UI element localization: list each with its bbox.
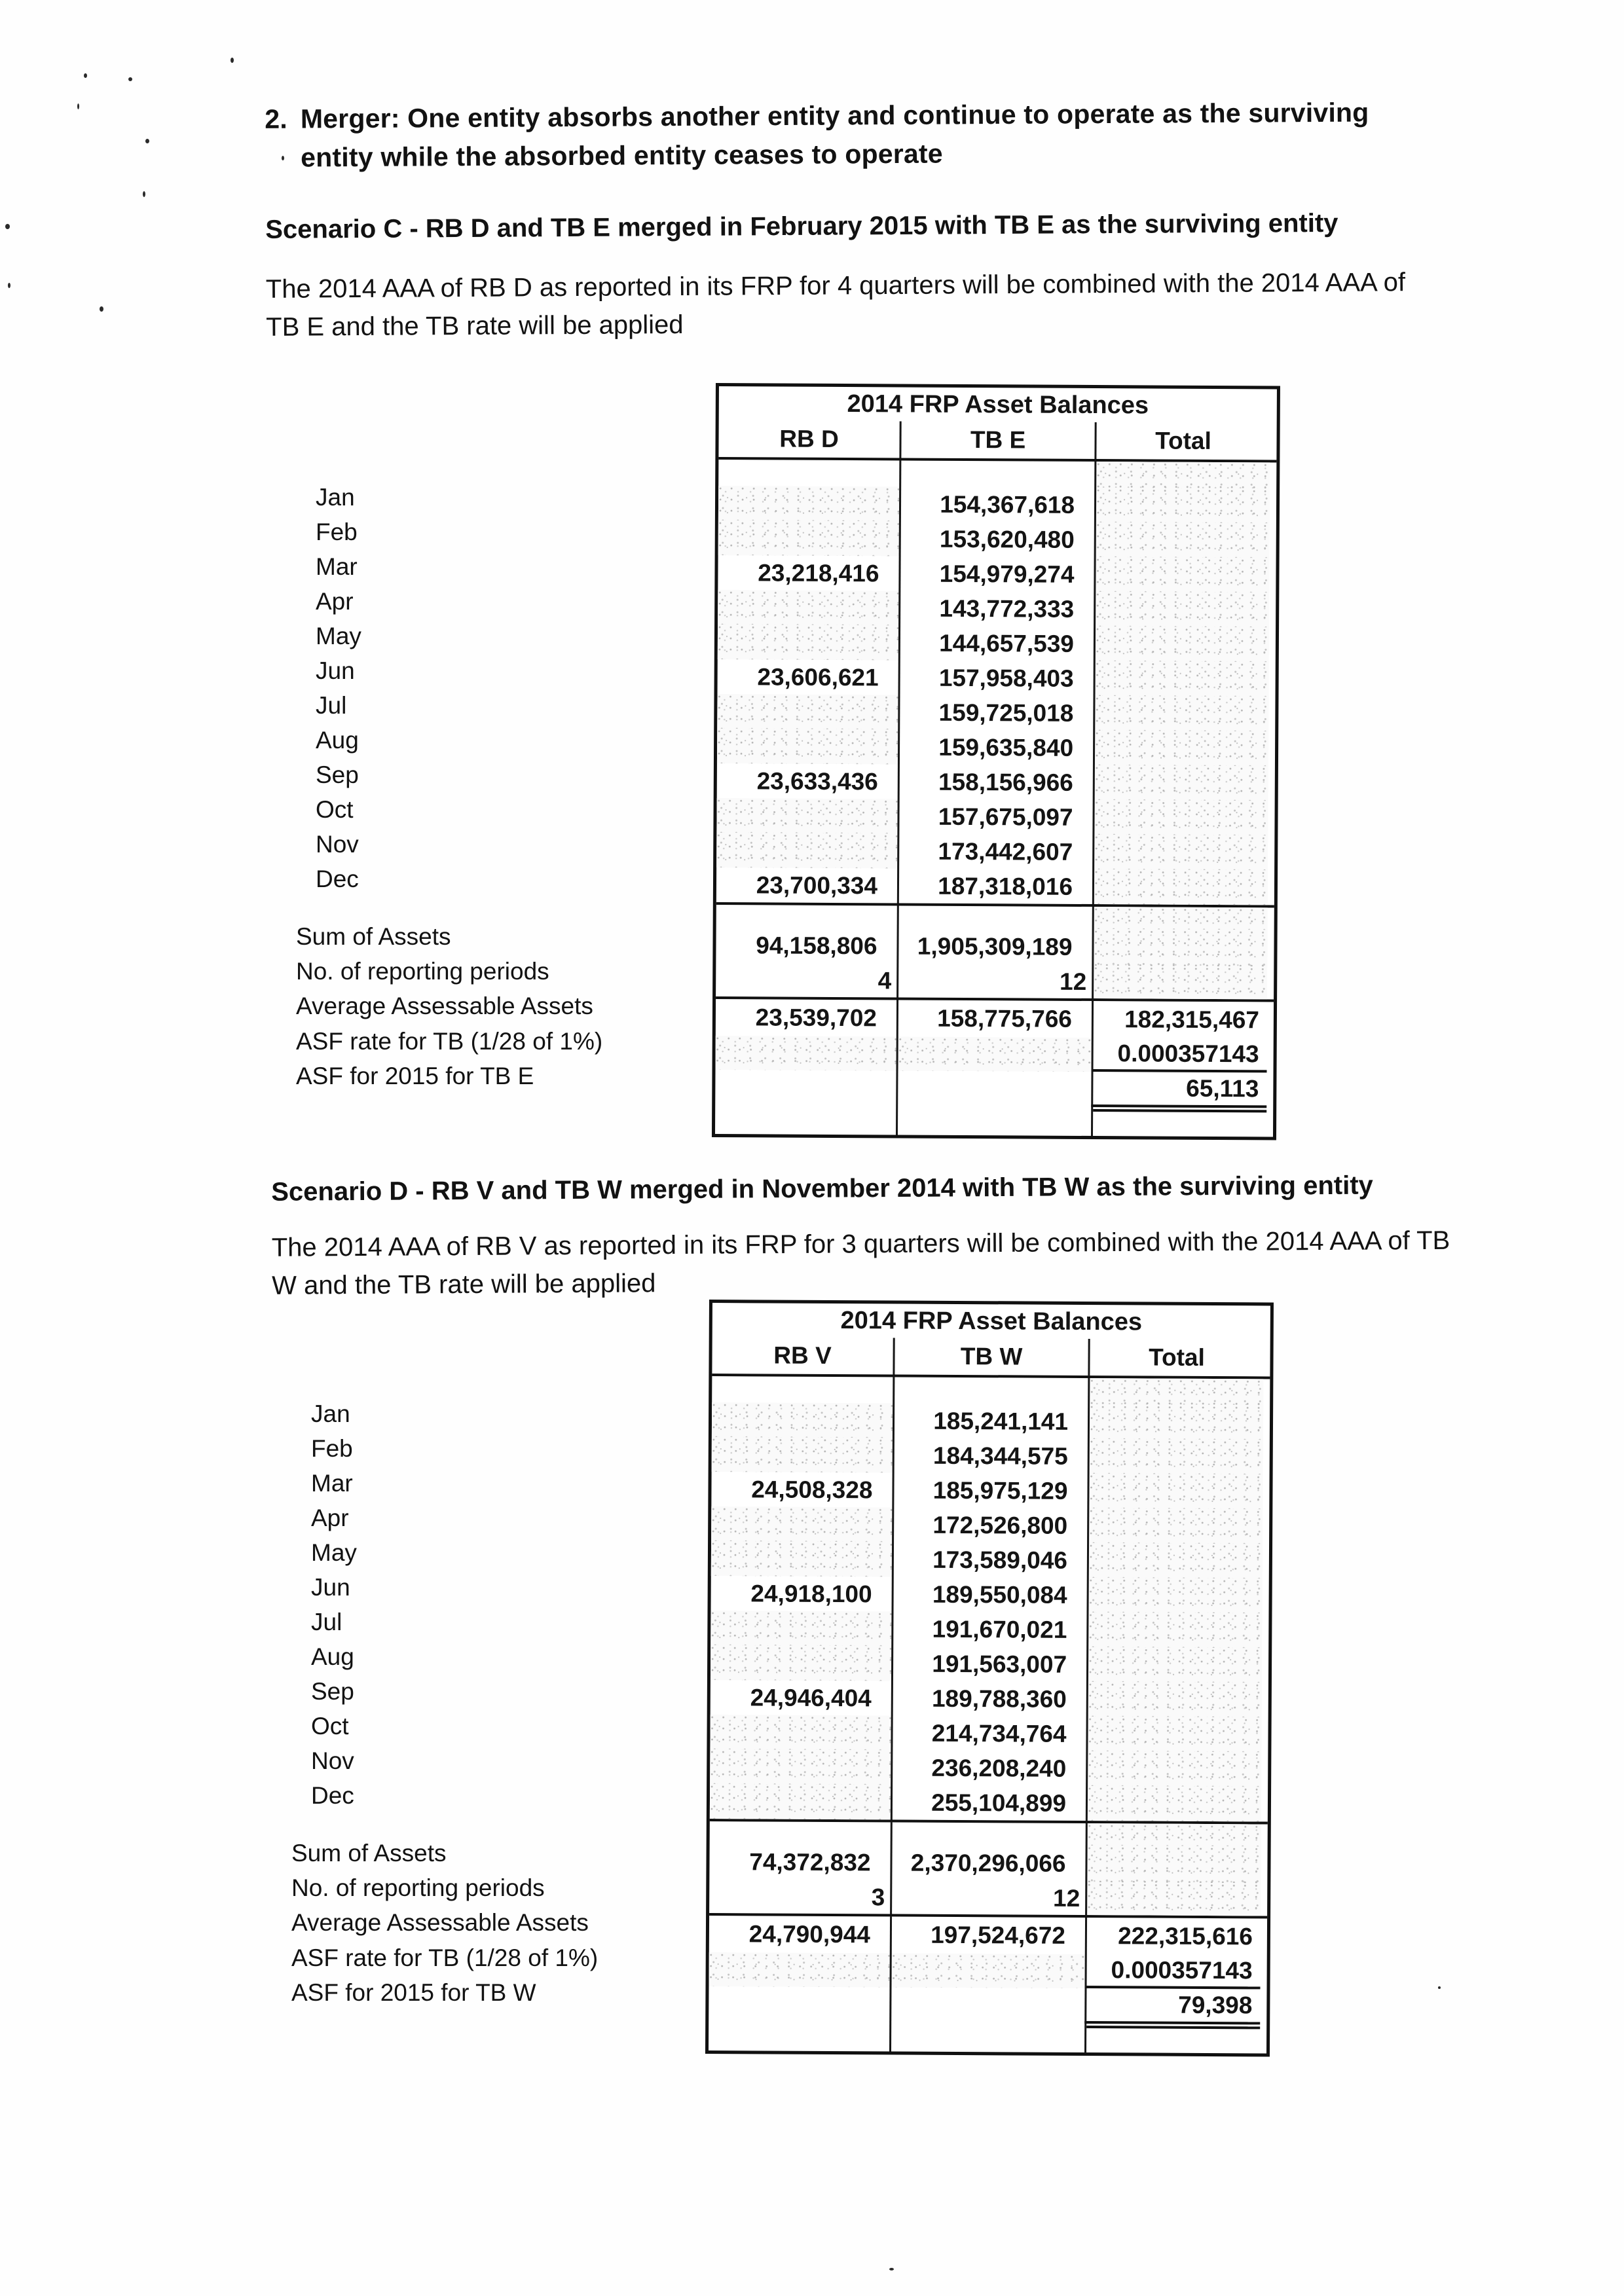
month-label: Feb [311, 1434, 353, 1462]
cell-tb: 189,550,084 [892, 1576, 1087, 1613]
month-label: Dec [311, 1781, 354, 1809]
asf-total: 65,113 [1091, 1072, 1266, 1108]
summary-label: ASF for 2015 for TB W [291, 1979, 536, 2006]
cell-rb [716, 833, 897, 868]
cell-rb [717, 694, 898, 729]
cell-total [1093, 765, 1268, 801]
cell-tb: 172,526,800 [892, 1507, 1087, 1543]
month-label: Oct [316, 795, 354, 823]
cell-tb: 184,344,575 [893, 1438, 1088, 1474]
month-label: Sep [311, 1677, 354, 1705]
cell-rb: 24,508,328 [751, 1475, 873, 1503]
cell-total [1093, 731, 1268, 766]
cell-total [1087, 1578, 1263, 1613]
cell-total [1086, 1613, 1262, 1648]
month-label: Jun [311, 1573, 350, 1601]
cell-total [1087, 1543, 1263, 1578]
cell-tb: 191,670,021 [891, 1611, 1086, 1647]
cell-rb [718, 590, 898, 625]
scenario-d-heading: Scenario D - RB V and TB W merged in November 2014 with TB W as the surviving entity [271, 1171, 1373, 1207]
cell-total [1086, 1751, 1261, 1787]
summary-label: Sum of Assets [296, 923, 451, 950]
cell-tb: 255,104,899 [891, 1785, 1086, 1821]
cell-rb: 23,606,621 [757, 663, 879, 691]
avg-tb: 197,524,672 [890, 1916, 1085, 1954]
cell-tb: 157,675,097 [897, 799, 1092, 835]
month-label: Aug [316, 726, 359, 754]
month-label: Mar [311, 1469, 353, 1497]
month-label: Nov [316, 830, 359, 858]
summary-label: ASF rate for TB (1/28 of 1%) [291, 1944, 599, 1971]
periods-tb: 12 [896, 964, 1092, 998]
scenario-c-description: The 2014 AAA of RB D as reported in its FRP for 4 quarters will be combined with the 2014 AAA of TB E and the TB rate will be applied [265, 268, 1406, 342]
cell-tb: 157,958,403 [898, 660, 1094, 696]
summary-label: ASF rate for TB (1/28 of 1%) [296, 1028, 603, 1055]
cell-total [1094, 488, 1270, 523]
column-header-total: Total [1088, 1339, 1263, 1376]
summary-label: Average Assessable Assets [291, 1909, 589, 1936]
cell-tb: 191,563,007 [891, 1646, 1086, 1682]
cell-tb: 158,156,966 [898, 764, 1093, 800]
table-title: 2014 FRP Asset Balances [840, 1306, 1143, 1336]
scenario-d-description: The 2014 AAA of RB V as reported in its FRP for 3 quarters will be combined with the 2014 AAA of TB W and the TB rate will be applied [271, 1226, 1450, 1300]
avg-total: 182,315,467 [1092, 1001, 1267, 1038]
cell-tb: 159,635,840 [898, 729, 1093, 765]
month-label: May [316, 622, 361, 649]
sum-rb: 94,158,806 [756, 932, 877, 960]
summary-label: No. of reporting periods [296, 958, 549, 985]
asf-total: 79,398 [1084, 1988, 1260, 2024]
cell-total [1088, 1404, 1263, 1440]
cell-total [1094, 627, 1269, 662]
cell-rb [710, 1645, 891, 1681]
cell-tb: 153,620,480 [899, 521, 1094, 557]
cell-rb [718, 625, 898, 660]
month-label: Aug [311, 1643, 354, 1670]
cell-total [1094, 592, 1269, 627]
sum-total [1092, 929, 1267, 966]
month-label: Mar [316, 553, 358, 580]
summary-label: ASF for 2015 for TB E [296, 1063, 534, 1089]
cell-rb [711, 1506, 892, 1542]
cell-tb: 159,725,018 [898, 695, 1093, 731]
avg-total: 222,315,616 [1085, 1918, 1261, 1955]
periods-total [1085, 1882, 1261, 1916]
cell-rb: 24,918,100 [750, 1579, 872, 1607]
sum-total [1085, 1846, 1261, 1883]
cell-total [1092, 869, 1268, 905]
frp-table-scenario-c [712, 383, 1280, 1140]
section-heading-text: Merger: One entity absorbs another entity and continue to operate as the surviving entity while the absorbed entity ceases to operate [300, 97, 1369, 173]
cell-rb [710, 1611, 891, 1646]
avg-rb: 24,790,944 [748, 1920, 871, 1948]
section-number: 2. [265, 103, 287, 134]
table-title: 2014 FRP Asset Balances [847, 390, 1149, 419]
month-label: Apr [311, 1504, 349, 1531]
cell-tb: 236,208,240 [891, 1750, 1086, 1786]
avg-rb: 23,539,702 [755, 1004, 877, 1032]
cell-tb: 154,367,618 [899, 486, 1094, 522]
cell-total [1088, 1439, 1263, 1474]
column-header-rb: RB V [773, 1341, 832, 1369]
section-heading [265, 93, 1437, 178]
month-label: Feb [316, 518, 358, 545]
scenario-c-heading: Scenario C - RB D and TB E merged in February 2015 with TB E as the surviving entity [265, 208, 1338, 244]
cell-rb: 23,700,334 [756, 871, 878, 899]
cell-total [1087, 1474, 1263, 1509]
cell-rb [711, 1541, 892, 1576]
scenario-c-row-labels [296, 480, 702, 1094]
month-label: Jan [316, 483, 355, 511]
column-header-total: Total [1094, 422, 1270, 460]
cell-tb: 185,975,129 [892, 1472, 1087, 1508]
cell-tb: 187,318,016 [897, 868, 1092, 904]
cell-total [1094, 557, 1269, 592]
month-label: Jul [311, 1608, 342, 1635]
periods-rb: 3 [871, 1884, 885, 1911]
cell-rb [716, 798, 897, 833]
cell-tb: 144,657,539 [898, 625, 1094, 661]
periods-rb: 4 [877, 967, 892, 994]
cell-tb: 214,734,764 [891, 1715, 1086, 1751]
cell-rb [712, 1437, 893, 1472]
cell-rb [710, 1749, 891, 1785]
cell-rb: 24,946,404 [750, 1683, 872, 1711]
cell-rb [718, 520, 899, 556]
month-label: Sep [316, 761, 359, 788]
month-label: Nov [311, 1747, 354, 1774]
cell-total [1093, 696, 1268, 731]
column-header-tb: TB E [899, 421, 1094, 459]
cell-total [1086, 1717, 1261, 1752]
cell-tb: 189,788,360 [891, 1681, 1086, 1717]
summary-label: Sum of Assets [291, 1840, 447, 1867]
cell-rb [712, 1402, 893, 1438]
cell-total [1086, 1682, 1262, 1717]
cell-tb: 143,772,333 [898, 591, 1094, 627]
month-label: May [311, 1539, 357, 1566]
month-label: Apr [316, 587, 354, 615]
cell-total [1086, 1647, 1262, 1683]
sum-tb: 2,370,296,066 [890, 1844, 1085, 1882]
cell-rb [710, 1784, 891, 1819]
sum-rb: 74,372,832 [749, 1848, 871, 1876]
month-label: Oct [311, 1712, 349, 1740]
cell-rb [710, 1715, 891, 1750]
periods-total [1092, 966, 1267, 999]
avg-tb: 158,775,766 [896, 1000, 1092, 1038]
cell-rb: 23,218,416 [758, 558, 879, 587]
cell-rb: 23,633,436 [756, 767, 878, 795]
summary-label: Average Assessable Assets [296, 993, 593, 1019]
month-label: Jun [316, 657, 355, 684]
cell-total [1087, 1508, 1263, 1544]
column-header-tb: TB W [893, 1338, 1088, 1376]
periods-tb: 12 [890, 1881, 1085, 1915]
cell-rb [718, 486, 899, 521]
cell-total [1086, 1786, 1261, 1821]
summary-label: No. of reporting periods [291, 1874, 545, 1901]
cell-total [1094, 522, 1270, 558]
sum-tb: 1,905,309,189 [896, 928, 1092, 966]
frp-table-scenario-d [705, 1300, 1274, 2056]
cell-tb: 173,442,607 [897, 833, 1092, 869]
asf-rate: 0.000357143 [1091, 1038, 1266, 1072]
scenario-d-row-labels [291, 1396, 697, 2011]
column-header-rb: RB D [779, 425, 839, 452]
cell-total [1094, 661, 1269, 697]
cell-tb: 173,589,046 [892, 1542, 1087, 1578]
month-label: Dec [316, 865, 359, 892]
cell-total [1092, 835, 1268, 870]
month-label: Jan [311, 1400, 350, 1427]
cell-tb: 154,979,274 [898, 556, 1094, 592]
cell-total [1092, 800, 1268, 835]
asf-rate: 0.000357143 [1084, 1954, 1260, 1989]
month-label: Jul [316, 691, 347, 719]
cell-tb: 185,241,141 [893, 1403, 1088, 1439]
cell-rb [717, 729, 898, 764]
